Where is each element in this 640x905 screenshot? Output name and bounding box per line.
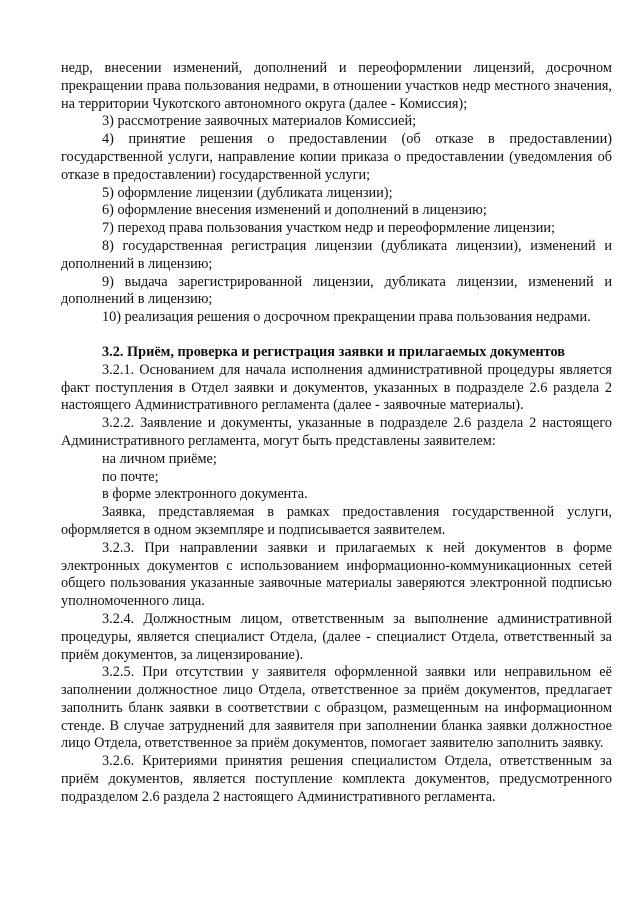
list-item-8: 8) государственная регистрация лицензии (дубликата лицензии), изменений и дополнений в лицензию; [61,237,612,272]
paragraph-application-form: Заявка, представляемая в рамках предоставления государственной услуги, оформляется в одном экземпляре и подписывается заявителем. [61,504,612,538]
document-page [61,60,612,807]
list-item-7: 7) переход права пользования участком недр и переоформление лицензии; [102,220,556,237]
method-by-mail: по почте; [102,468,159,485]
list-item-4: 4) принятие решения о предоставлении (об отказе в предоставлении) государственной услуги, направление копии приказа о предоставлении (уведомления об отказе в предоставлении) государственной услуги; [61,131,612,183]
paragraph-commission-continuation: недр, внесении изменений, дополнений и переоформлении лицензий, досрочном прекращении права пользования недрами, в отношении участков недр местного значения, на территории Чукотского автономного округа (далее - Комиссия); [61,60,612,112]
paragraph-3-2-2: 3.2.2. Заявление и документы, указанные в подразделе 2.6 раздела 2 настоящего Административного регламента, могут быть представлены заявителем: [61,415,612,449]
list-item-3: 3) рассмотрение заявочных материалов Комиссией; [102,113,417,130]
paragraph-3-2-1: 3.2.1. Основанием для начала исполнения административной процедуры является факт поступления в Отдел заявки и документов, указанных в подразделе 2.6 раздела 2 настоящего Административного регламента (далее - заявочные материалы). [61,361,612,414]
list-item-5: 5) оформление лицензии (дубликата лицензии); [102,184,393,201]
paragraph-3-2-5: 3.2.5. При отсутствии у заявителя оформленной заявки или неправильном её заполнении должностное лицо Отдела, ответственное за приём документов, предлагает заполнить бланк заявки в соответствии с образцом, размещенным на информационном стенде. В случае затруднений для заявителя при заполнении бланка заявки должностное лицо Отдела, ответственное за приём документов, помогает заявителю заполнить заявку. [61,664,612,752]
paragraph-3-2-3: 3.2.3. При направлении заявки и прилагаемых к ней документов в форме электронных документов с использованием информационно-коммуникационных сетей общего пользования указанные заявочные материалы заверяются электронной подписью уполномоченного лица. [61,539,612,610]
section-heading: 3.2. Приём, проверка и регистрация заявки и прилагаемых документов [102,343,566,360]
list-item-9: 9) выдача зарегистрированной лицензии, дубликата лицензии, изменений и дополнений в лицензию; [61,273,612,308]
paragraph-3-2-4: 3.2.4. Должностным лицом, ответственным за выполнение административной процедуры, является специалист Отдела, (далее - специалист Отдела, ответственный за приём документов, за лицензирование). [61,610,612,663]
list-item-10: 10) реализация решения о досрочном прекращении права пользования недрами. [102,309,591,326]
list-item-6: 6) оформление внесения изменений и дополнений в лицензию; [102,202,487,219]
method-in-person: на личном приёме; [102,450,217,467]
method-electronic: в форме электронного документа. [102,486,308,503]
paragraph-3-2-6: 3.2.6. Критериями принятия решения специалистом Отдела, ответственным за приём документов, является поступление комплекта документов, предусмотренного подразделом 2.6 раздела 2 настоящего Административного регламента. [61,753,612,805]
